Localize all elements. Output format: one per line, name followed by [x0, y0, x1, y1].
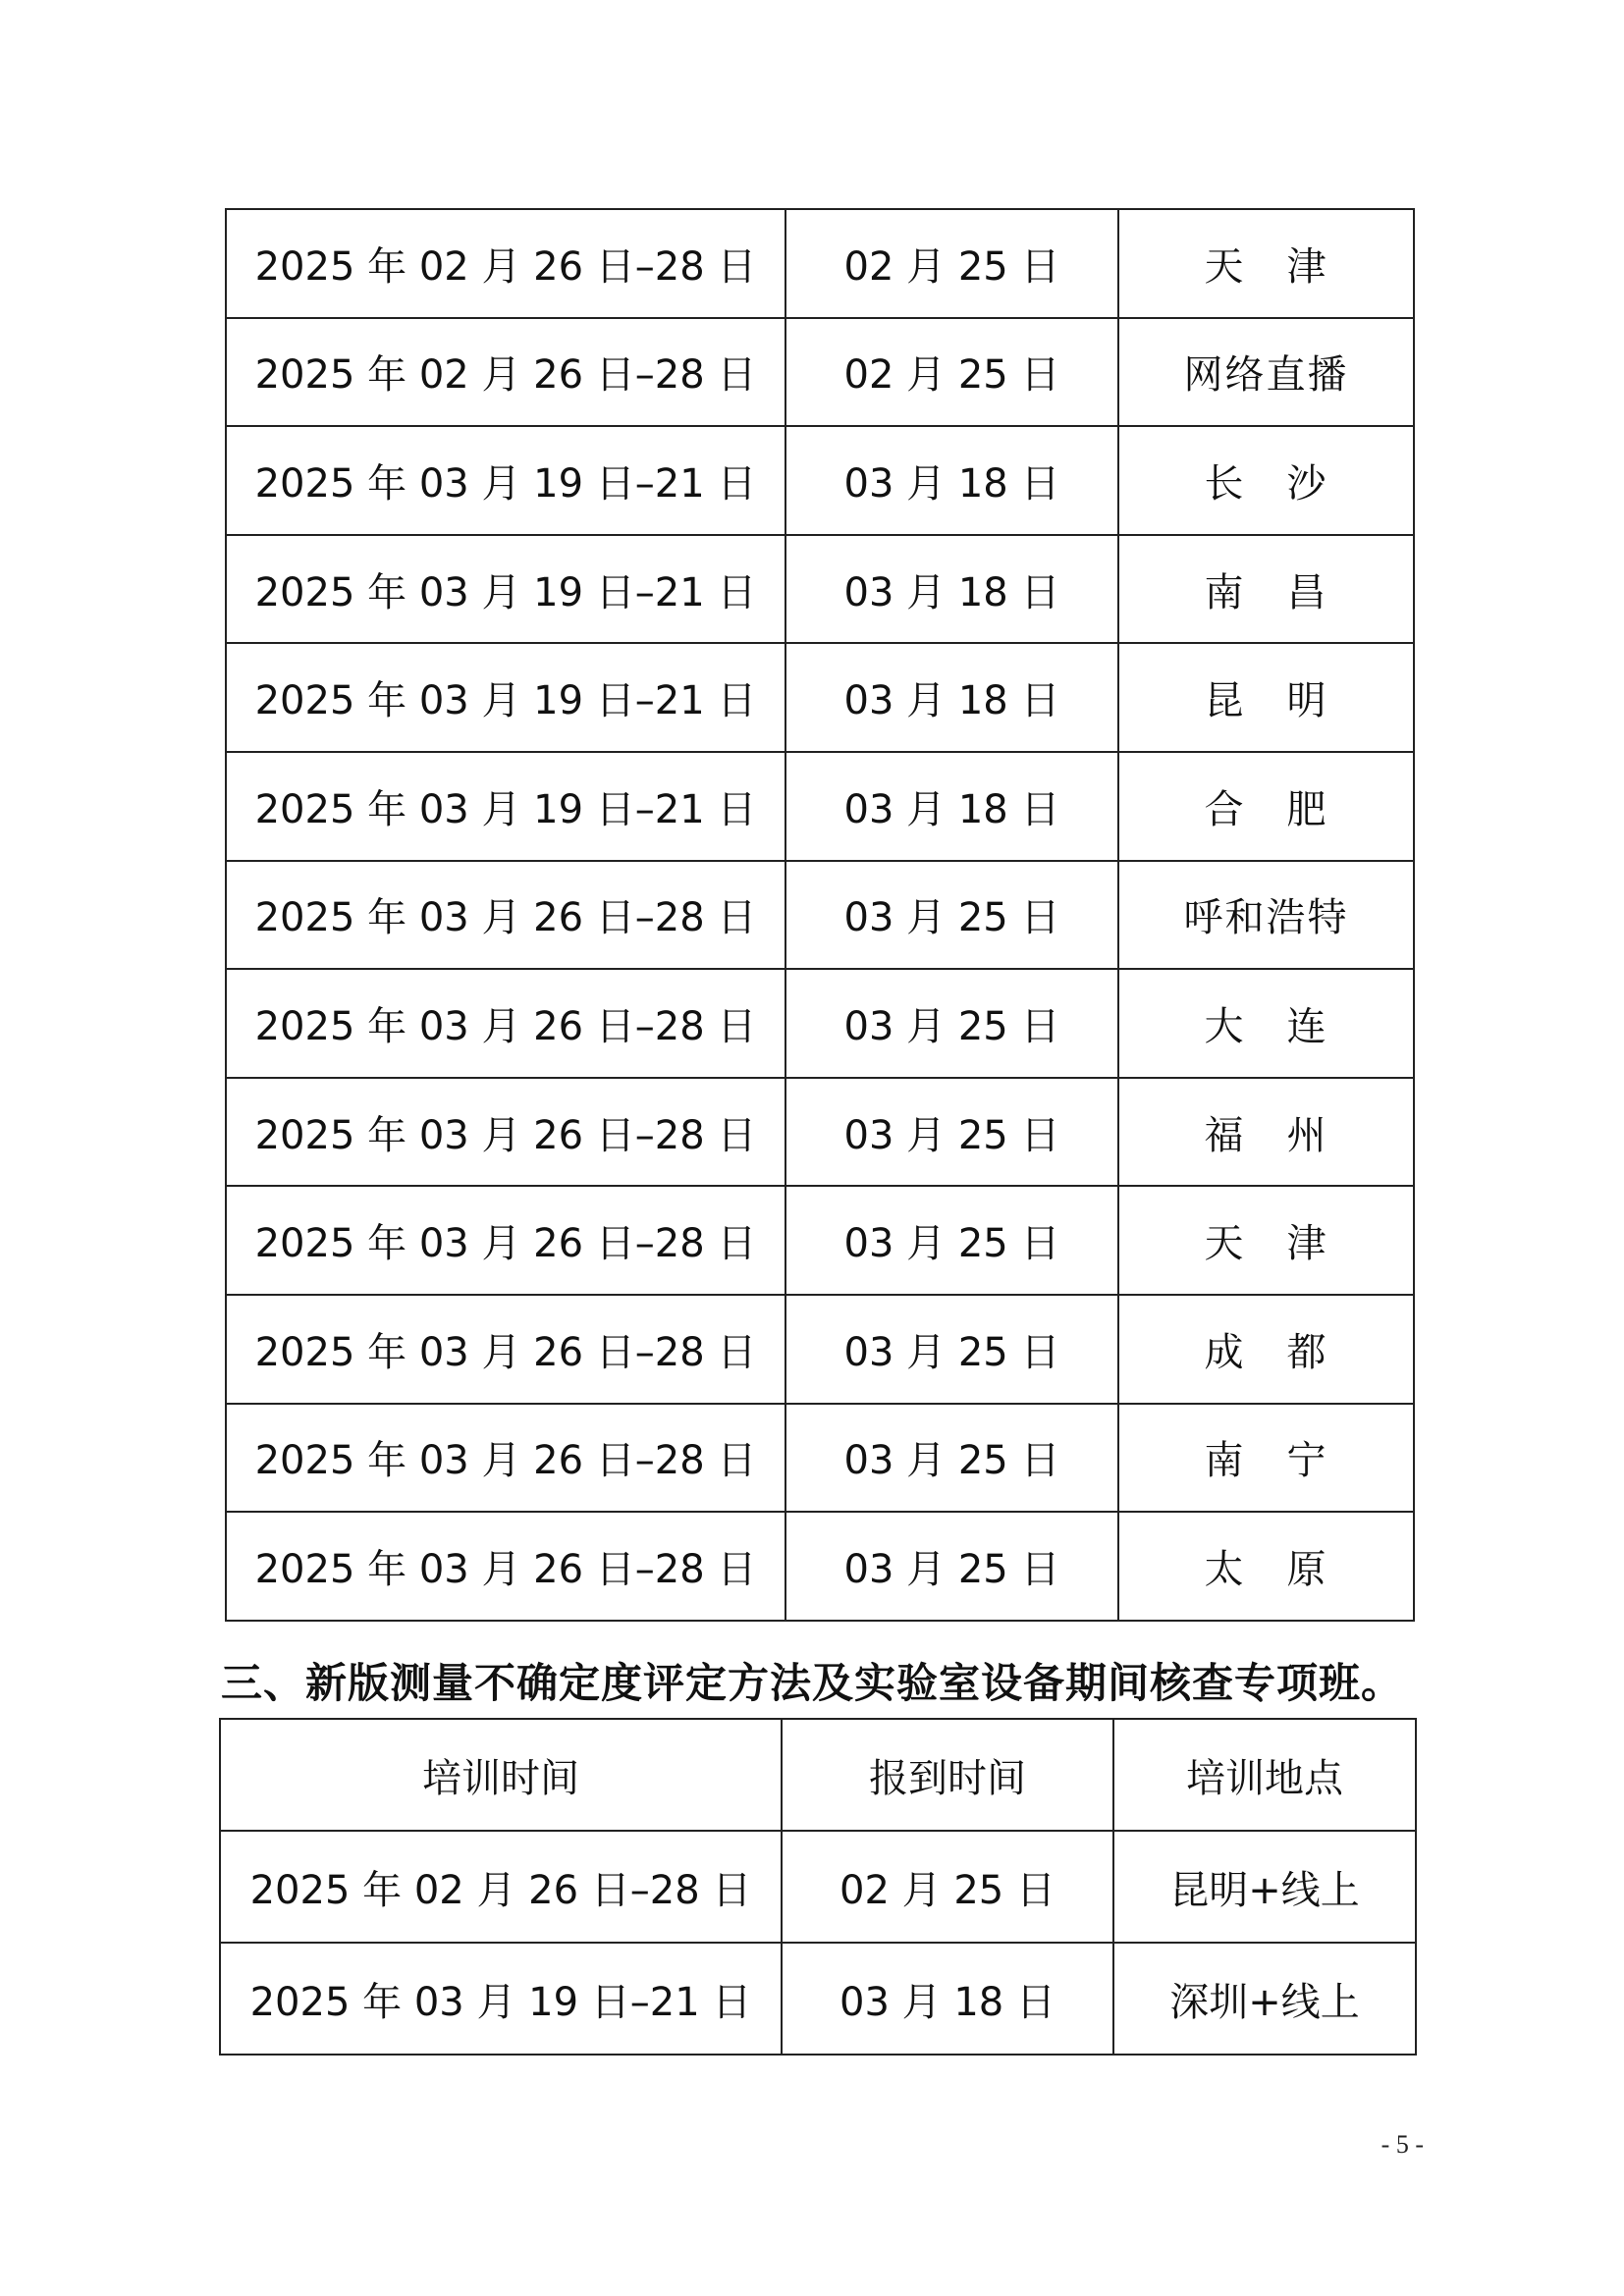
- header-training-period: 培训时间: [220, 1719, 782, 1831]
- location-cell: 呼和浩特: [1118, 861, 1414, 970]
- training-period-cell: 2025 年 03 月 26 日–28 日: [226, 969, 785, 1078]
- checkin-date-cell: 03 月 18 日: [785, 426, 1118, 535]
- table-row: [226, 318, 1414, 427]
- checkin-date-cell: 03 月 18 日: [785, 752, 1118, 861]
- table-row: [226, 426, 1414, 535]
- checkin-date-cell: 02 月 25 日: [785, 318, 1118, 427]
- checkin-date-cell: 02 月 25 日: [785, 209, 1118, 318]
- checkin-date-cell: 03 月 25 日: [785, 861, 1118, 970]
- training-period-cell: 2025 年 03 月 26 日–28 日: [226, 1186, 785, 1295]
- training-period-cell: 2025 年 03 月 19 日–21 日: [226, 426, 785, 535]
- table-row: [220, 1831, 1416, 1943]
- header-checkin-date: 报到时间: [782, 1719, 1113, 1831]
- training-period-cell: 2025 年 02 月 26 日–28 日: [226, 209, 785, 318]
- checkin-date-cell: 03 月 25 日: [785, 969, 1118, 1078]
- table-row: [226, 1295, 1414, 1404]
- training-period-cell: 2025 年 03 月 26 日–28 日: [226, 1404, 785, 1513]
- table-row: [220, 1943, 1416, 2055]
- location-cell: 南 昌: [1118, 535, 1414, 644]
- schedule-table-continued: [225, 208, 1415, 1622]
- location-cell: 天 津: [1118, 209, 1414, 318]
- checkin-date-cell: 03 月 25 日: [785, 1404, 1118, 1513]
- training-period-cell: 2025 年 02 月 26 日–28 日: [226, 318, 785, 427]
- checkin-date-cell: 03 月 25 日: [785, 1078, 1118, 1187]
- training-period-cell: 2025 年 03 月 26 日–28 日: [226, 1295, 785, 1404]
- training-period-cell: 2025 年 03 月 19 日–21 日: [226, 643, 785, 752]
- table-row: [226, 1186, 1414, 1295]
- location-cell: 昆明+线上: [1113, 1831, 1416, 1943]
- table-row: [226, 1512, 1414, 1621]
- training-period-cell: 2025 年 02 月 26 日–28 日: [220, 1831, 782, 1943]
- page-number: - 5 -: [1380, 2130, 1424, 2159]
- location-cell: 长 沙: [1118, 426, 1414, 535]
- training-period-cell: 2025 年 03 月 26 日–28 日: [226, 1078, 785, 1187]
- checkin-date-cell: 03 月 18 日: [785, 535, 1118, 644]
- location-cell: 成 都: [1118, 1295, 1414, 1404]
- training-period-cell: 2025 年 03 月 26 日–28 日: [226, 861, 785, 970]
- table-header-row: [220, 1719, 1416, 1831]
- location-cell: 福 州: [1118, 1078, 1414, 1187]
- checkin-date-cell: 03 月 18 日: [782, 1943, 1113, 2055]
- uncertainty-course-table: [219, 1718, 1417, 2056]
- checkin-date-cell: 03 月 18 日: [785, 643, 1118, 752]
- table-row: [226, 969, 1414, 1078]
- training-period-cell: 2025 年 03 月 26 日–28 日: [226, 1512, 785, 1621]
- location-cell: 天 津: [1118, 1186, 1414, 1295]
- location-cell: 太 原: [1118, 1512, 1414, 1621]
- location-cell: 大 连: [1118, 969, 1414, 1078]
- location-cell: 网络直播: [1118, 318, 1414, 427]
- table-row: [226, 1404, 1414, 1513]
- location-cell: 合 肥: [1118, 752, 1414, 861]
- training-period-cell: 2025 年 03 月 19 日–21 日: [220, 1943, 782, 2055]
- checkin-date-cell: 03 月 25 日: [785, 1295, 1118, 1404]
- training-period-cell: 2025 年 03 月 19 日–21 日: [226, 535, 785, 644]
- location-cell: 昆 明: [1118, 643, 1414, 752]
- table-row: [226, 861, 1414, 970]
- checkin-date-cell: 03 月 25 日: [785, 1186, 1118, 1295]
- header-location: 培训地点: [1113, 1719, 1416, 1831]
- location-cell: 深圳+线上: [1113, 1943, 1416, 2055]
- checkin-date-cell: 02 月 25 日: [782, 1831, 1113, 1943]
- section-heading: 三、新版测量不确定度评定方法及实验室设备期间核查专项班。: [221, 1659, 1404, 1707]
- table-row: [226, 209, 1414, 318]
- checkin-date-cell: 03 月 25 日: [785, 1512, 1118, 1621]
- table-row: [226, 752, 1414, 861]
- location-cell: 南 宁: [1118, 1404, 1414, 1513]
- training-period-cell: 2025 年 03 月 19 日–21 日: [226, 752, 785, 861]
- table-row: [226, 643, 1414, 752]
- table-row: [226, 535, 1414, 644]
- table-row: [226, 1078, 1414, 1187]
